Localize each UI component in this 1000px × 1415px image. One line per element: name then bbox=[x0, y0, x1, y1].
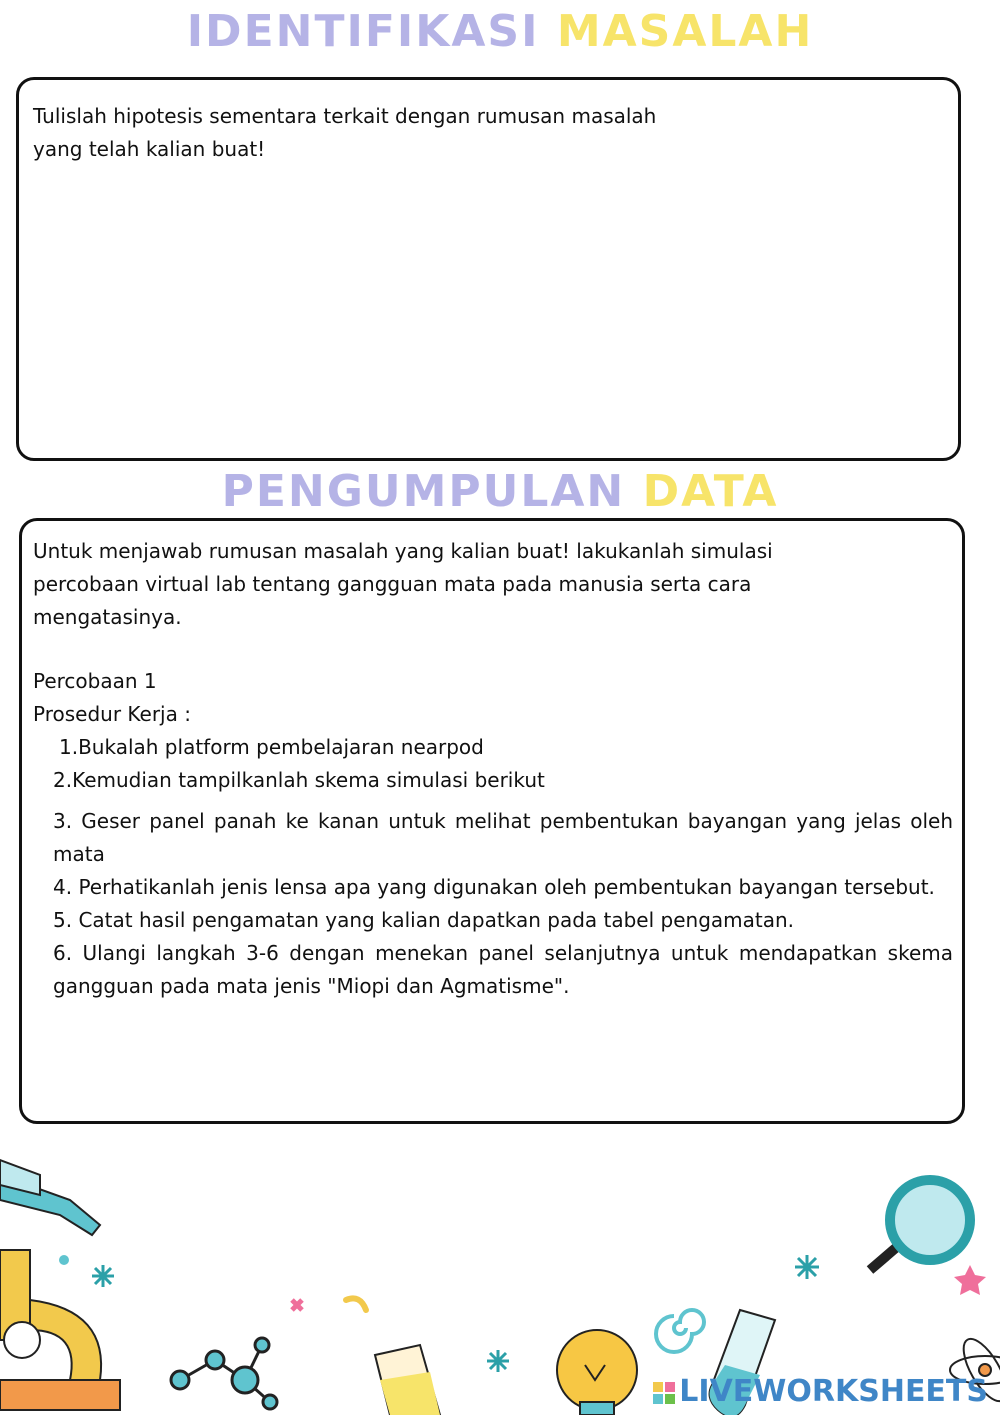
procedure-step: 6. Ulangi langkah 3-6 dengan menekan panel selanjutnya untuk mendapatkan skema gangguan pada mata jenis "Miopi dan Agmatisme". bbox=[53, 941, 953, 998]
section-title-identifikasi-masalah bbox=[0, 6, 1000, 57]
magnifier-icon bbox=[870, 1180, 970, 1270]
heading-word-1: PENGUMPULAN bbox=[221, 466, 626, 517]
procedure-label: Prosedur Kerja : bbox=[33, 702, 191, 726]
heading-word-1: IDENTIFIKASI bbox=[186, 6, 540, 57]
spiral-icon bbox=[656, 1310, 704, 1352]
hypothesis-box[interactable] bbox=[16, 77, 961, 461]
procedure-step: 4. Perhatikanlah jenis lensa apa yang digunakan oleh pembentukan bayangan tersebut. bbox=[53, 875, 935, 899]
hypothesis-instruction-line1: Tulislah hipotesis sementara terkait dengan rumusan masalah bbox=[33, 104, 657, 128]
cross-icon bbox=[292, 1300, 302, 1310]
lightbulb-icon bbox=[557, 1330, 637, 1415]
heading-word-2: DATA bbox=[642, 466, 779, 517]
procedure-step: 3. Geser panel panah ke kanan untuk melihat pembentukan bayangan yang jelas oleh mata bbox=[53, 809, 953, 866]
procedure-step: 1.Bukalah platform pembelajaran nearpod bbox=[59, 735, 484, 759]
hypothesis-instruction-line2: yang telah kalian buat! bbox=[33, 137, 266, 161]
liveworksheets-brand bbox=[653, 1374, 988, 1409]
beaker-icon bbox=[375, 1345, 440, 1415]
goggles-icon bbox=[0, 1160, 100, 1235]
experiment-title: Percobaan 1 bbox=[33, 669, 157, 693]
star-icon bbox=[954, 1265, 986, 1295]
data-collection-box bbox=[19, 518, 965, 1124]
brand-text: LIVEWORKSHEETS bbox=[679, 1374, 988, 1409]
heading-word-2: MASALAH bbox=[556, 6, 814, 57]
procedure-step: 5. Catat hasil pengamatan yang kalian dapatkan pada tabel pengamatan. bbox=[53, 908, 795, 932]
intro-line3: mengatasinya. bbox=[33, 605, 182, 629]
liveworksheets-logo-icon bbox=[653, 1382, 675, 1404]
sparkle-icons bbox=[92, 1255, 819, 1372]
procedure-step: 2.Kemudian tampilkanlah skema simulasi berikut bbox=[53, 768, 545, 792]
intro-line2: percobaan virtual lab tentang gangguan mata pada manusia serta cara bbox=[33, 572, 752, 596]
section-title-pengumpulan-data bbox=[0, 466, 1000, 517]
arc-icon bbox=[346, 1298, 366, 1310]
intro-line1: Untuk menjawab rumusan masalah yang kalian buat! lakukanlah simulasi bbox=[33, 539, 773, 563]
molecule-icon bbox=[171, 1338, 277, 1409]
dot-icon bbox=[59, 1255, 69, 1265]
